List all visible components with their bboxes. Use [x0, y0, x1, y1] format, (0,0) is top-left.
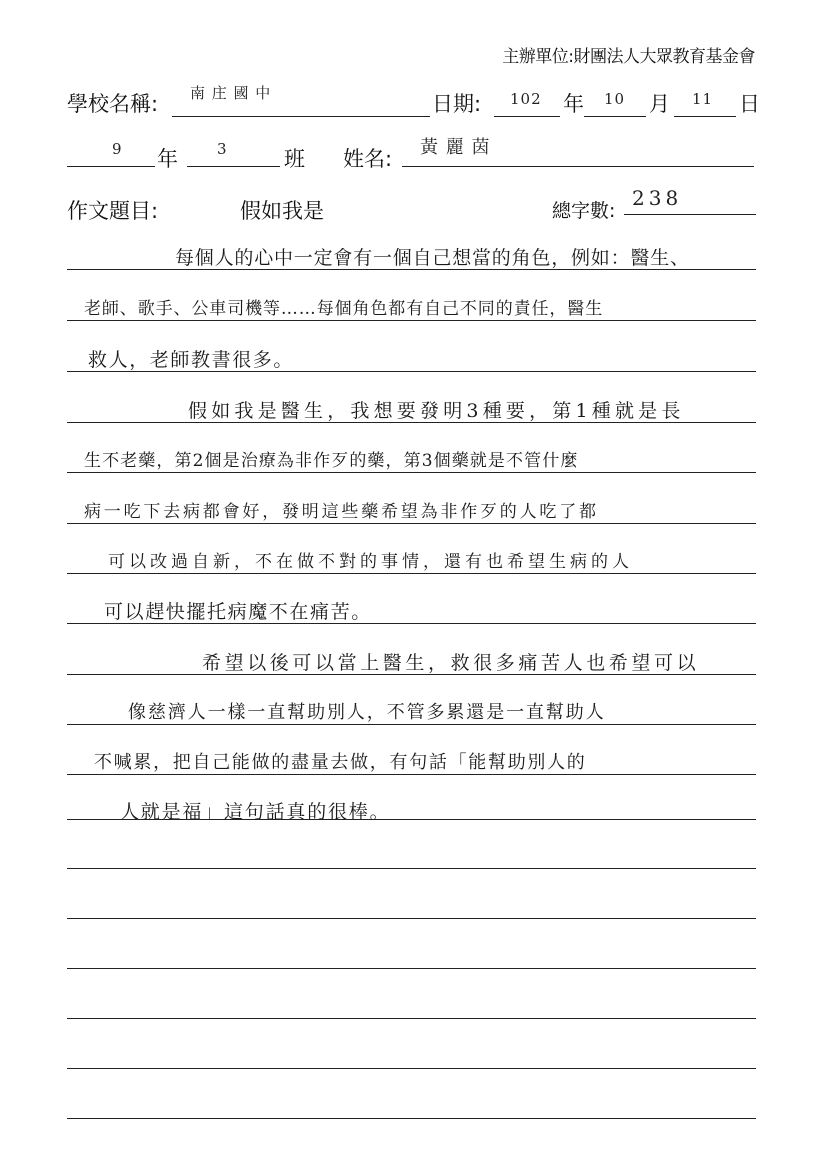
topic-value: 假如我是	[240, 199, 324, 223]
blank-rule	[67, 918, 756, 919]
essay-line: 假如我是醫生，我想要發明3種要，第1種就是長	[188, 400, 685, 422]
essay-line: 可以改過自新，不在做不對的事情，還有也希望生病的人	[108, 552, 633, 572]
essay-line: 病一吃下去病都會好，發明這些藥希望為非作歹的人吃了都	[84, 502, 599, 522]
name-label: 姓名:	[343, 147, 393, 171]
blank-rule	[67, 1068, 756, 1069]
blank-rule	[67, 868, 756, 869]
class-underline	[187, 166, 280, 167]
grade-value: 9	[112, 140, 123, 158]
year-underline	[494, 116, 560, 117]
blank-rule	[67, 1018, 756, 1019]
school-underline	[172, 116, 430, 117]
month-unit: 月	[649, 92, 670, 116]
school-value: 南 庄 國 中	[190, 84, 272, 102]
month-value: 10	[604, 90, 626, 108]
year-unit: 年	[563, 92, 584, 116]
essay-rule	[67, 269, 756, 270]
day-underline	[674, 116, 736, 117]
date-label: 日期:	[432, 92, 482, 116]
name-underline	[402, 166, 754, 167]
essay-rule	[67, 523, 756, 524]
month-underline	[584, 116, 646, 117]
day-unit: 日	[739, 92, 760, 116]
essay-line: 像慈濟人一樣一直幫助別人，不管多累還是一直幫助人	[128, 702, 606, 723]
essay-line: 希望以後可以當上醫生，救很多痛苦人也希望可以	[202, 652, 700, 674]
essay-line: 可以趕快擺托病魔不在痛苦。	[104, 601, 372, 623]
grade-underline	[67, 166, 155, 167]
essay-line: 每個人的心中一定會有一個自己想當的角色，例如：醫生、	[175, 247, 690, 269]
essay-line: 救人，老師教書很多。	[88, 349, 295, 371]
year-value: 102	[510, 90, 542, 108]
essay-rule	[67, 371, 756, 372]
wordcount-label: 總字數:	[552, 200, 616, 222]
essay-rule	[67, 573, 756, 574]
day-value: 11	[692, 90, 714, 108]
essay-line: 不喊累，把自己能做的盡量去做，有句話「能幫助別人的	[94, 752, 587, 773]
essay-rule	[67, 422, 756, 423]
wordcount-value: 238	[632, 186, 683, 210]
school-label: 學校名稱:	[67, 92, 159, 116]
grade-unit: 年	[157, 147, 178, 171]
wordcount-underline	[624, 214, 756, 215]
essay-line: 老師、歌手、公車司機等……每個角色都有自己不同的責任，醫生	[84, 299, 604, 319]
class-unit: 班	[284, 147, 305, 171]
essay-line: 生不老藥，第2個是治療為非作歹的藥，第3個藥就是不管什麼	[84, 451, 579, 471]
blank-rule	[67, 968, 756, 969]
essay-rule	[67, 724, 756, 725]
topic-label: 作文題目:	[67, 199, 159, 223]
essay-rule	[67, 674, 756, 675]
essay-line: 人就是福」這句話真的很棒。	[120, 801, 391, 823]
organizer-text: 主辦單位:財團法人大眾教育基金會	[502, 47, 755, 67]
essay-rule	[67, 819, 756, 820]
essay-rule	[67, 472, 756, 473]
name-value: 黃 麗 茵	[420, 137, 491, 158]
essay-rule	[67, 774, 756, 775]
class-value: 3	[217, 140, 228, 158]
essay-rule	[67, 623, 756, 624]
blank-rule	[67, 1118, 756, 1119]
essay-rule	[67, 320, 756, 321]
